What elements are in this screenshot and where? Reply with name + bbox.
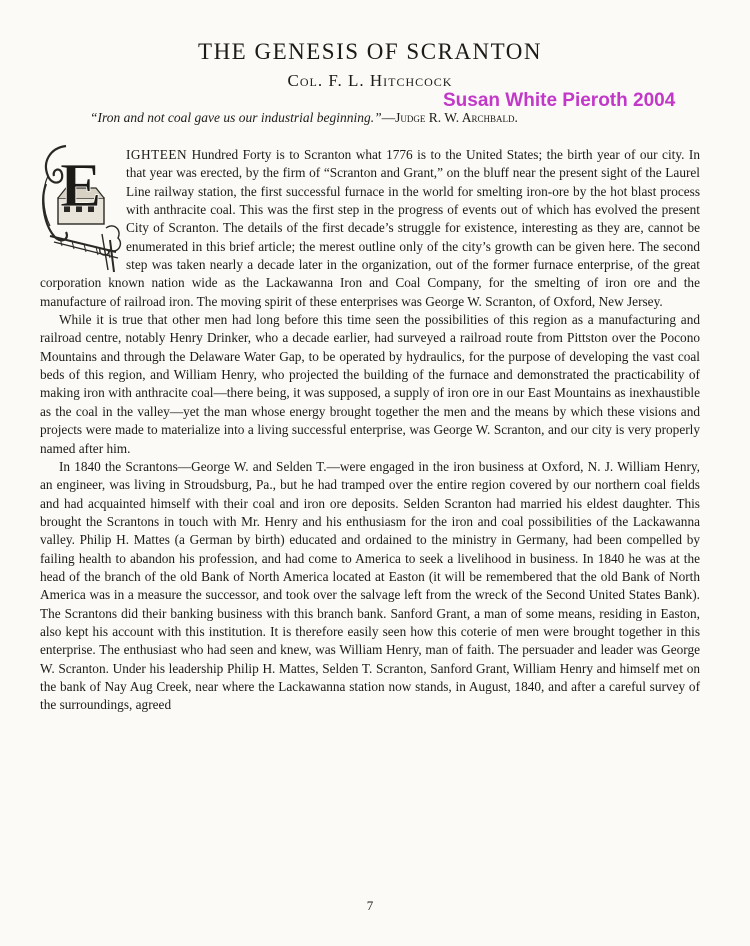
- article-body: [40, 146, 700, 715]
- epigraph-quote: “Iron and not coal gave us our industrial beginning.”: [90, 110, 382, 125]
- article-title: THE GENESIS OF SCRANTON: [198, 39, 542, 64]
- watermark: Susan White Pieroth 2004: [443, 90, 676, 111]
- dropcap-word: IGHTEEN: [126, 147, 188, 162]
- paragraph-1-text: Hundred Forty is to Scranton what 1776 is to the United States; the birth year of our city. In that year was erected, by the firm of “Scranton and Grant,” on the bluff near the present sight of the Laurel Line railway station, the first successful furnace in the world for smelting iron-ore by the hot blast process with anthracite coal. This was the first step in the progress of events out of which has evolved the present City of Scranton. The details of the first decade’s struggle for existence, interesting as they are, cannot be enumerated in this brief article; the merest outline only of the city’s growth can be given here. The second step was taken nearly a decade later in the organization, out of the former furnace enterprise, of the great corporation known nation wide as the Lackawanna Iron and Coal Company, for the smelting of iron ore and the manufacture of railroad iron. The moving spirit of these enterprises was George W. Scranton, of Oxford, New Jersey.: [40, 147, 701, 309]
- article-author: Col. F. L. Hitchcock: [287, 71, 453, 90]
- paragraph-1: [40, 146, 700, 311]
- page-number: 7: [366, 898, 374, 913]
- epigraph-attribution: —Judge R. W. Archbald.: [381, 110, 518, 125]
- initial-space: [40, 146, 126, 274]
- initial-letter: E: [60, 152, 102, 220]
- paragraph-3: In 1840 the Scrantons—George W. and Selden T.—were engaged in the iron business at Oxford, N. J. William Henry, an engineer, was living in Stroudsburg, Pa., but he had tramped over the entire region covered by our northern coal fields and had acquainted himself with their coal and iron ore deposits. Selden Scranton had married his eldest daughter. This brought the Scrantons in touch with Mr. Henry and his enthusiasm for the iron and coal possibilities of the Lackawanna valley. Philip H. Mattes (a German by birth) educated and ordained to the ministry in Germany, had been compelled by failing health to abandon his profession, and had come to America to seek a livelihood in business. In 1840 he was at the head of the branch of the old Bank of North America located at Easton (it will be remembered that the old Bank of North America was in a measure the successor, and took over the salvage left from the wreck of the Second United States Bank). The Scrantons did their banking business with this branch bank. Sanford Grant, a man of some means, residing in Easton, also kept his account with this institution. It is therefore easily seen how this coterie of men were brought together in this enterprise. The enthusiast who had seen and knew, was William Henry, man of faith. The persuader and leader was George W. Scranton. Under his leadership Philip H. Mattes, Selden T. Scranton, Sanford Grant, William Henry and himself met on the bank of Nay Aug Creek, near where the Lackawanna station now stands, in August, 1840, and after a careful survey of the surroundings, agreed: [40, 458, 700, 713]
- paragraph-2: While it is true that other men had long before this time seen the possibilities of this region as a manufacturing and railroad centre, notably Henry Drinker, who a decade earlier, had surveyed a railroad route from Pittston over the Pocono Mountains and through the Delaware Water Gap, to be operated by hydraulics, for the purpose of developing the vast coal beds of this region, and William Henry, who projected the building of the furnace and demonstrated the practicability of making iron with anthracite coal—there being, it was supposed, a supply of iron ore in our East Mountains as inexhaustible as the coal in the valley—yet the man whose energy brought together the men and the means by which these visions and projects were made to materialize into a living successful enterprise, was George W. Scranton, and our city is very properly named after him.: [40, 312, 700, 456]
- epigraph: [90, 109, 710, 127]
